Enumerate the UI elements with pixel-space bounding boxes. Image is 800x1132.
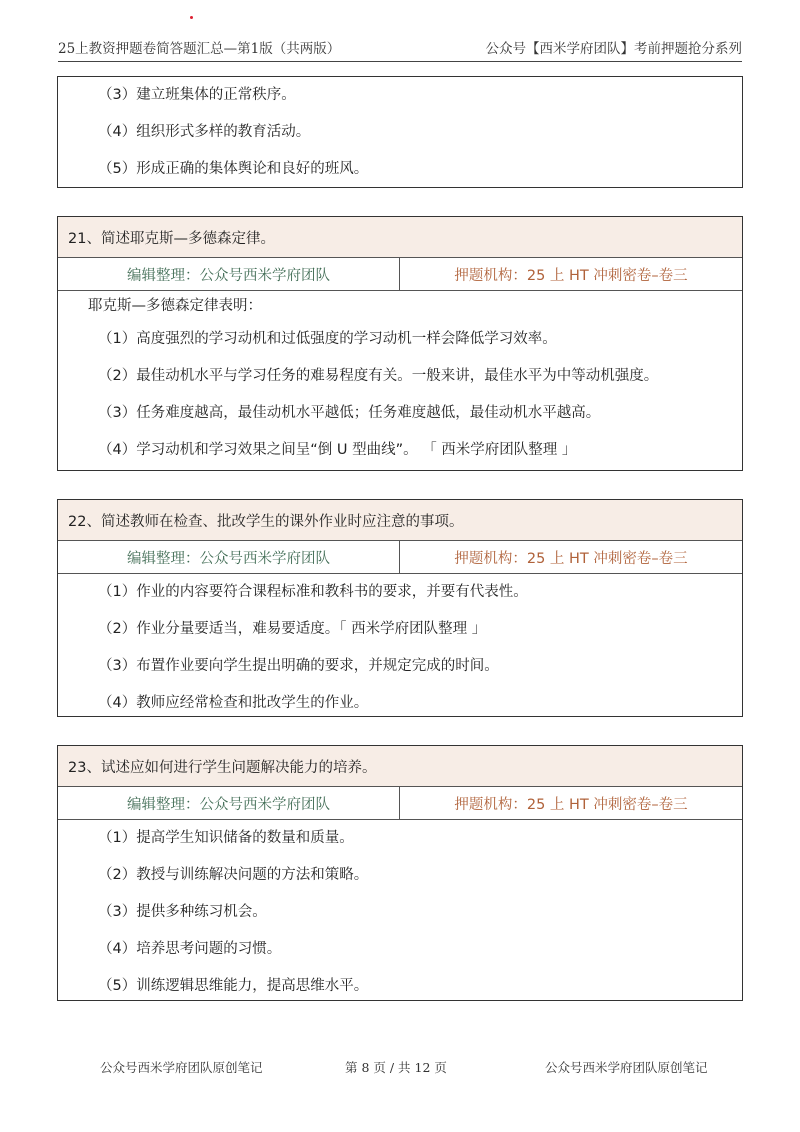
- page-number: 第 8 页 / 共 12 页: [345, 1060, 447, 1075]
- answer-line: （1）高度强烈的学习动机和过低强度的学习动机一样会降低学习效率。: [98, 331, 557, 347]
- footer-right: 公众号西米学府团队原创笔记: [545, 1060, 708, 1075]
- footer-left: 公众号西米学府团队原创笔记: [100, 1060, 263, 1075]
- page-footer: [0, 1058, 800, 1078]
- answer-line: （4）学习动机和学习效果之间呈“倒 U 型曲线”。 「 西米学府团队整理 」: [98, 442, 577, 458]
- continuation-box: [57, 76, 743, 188]
- answer-line: （3）布置作业要向学生提出明确的要求，并规定完成的时间。: [98, 658, 499, 674]
- answer-line: （1）提高学生知识储备的数量和质量。: [98, 830, 354, 846]
- header-right: 公众号【西米学府团队】考前押题抢分系列: [485, 41, 742, 57]
- question-meta: [58, 258, 742, 291]
- question-meta: [58, 787, 742, 820]
- answer-line: （4）组织形式多样的教育活动。: [98, 124, 311, 140]
- red-mark: [190, 16, 193, 19]
- question-title: 22、简述教师在检查、批改学生的课外作业时应注意的事项。: [58, 500, 742, 541]
- answer-line: （2）最佳动机水平与学习任务的难易程度有关。一般来讲，最佳水平为中等动机强度。: [98, 368, 659, 384]
- answer-line: （4）培养思考问题的习惯。: [98, 941, 282, 957]
- answer-line: （1）作业的内容要符合课程标准和教科书的要求，并要有代表性。: [98, 584, 528, 600]
- header-left: 25上教资押题卷简答题汇总—第1版（共两版）: [58, 41, 341, 57]
- question-box-23: [57, 745, 743, 1001]
- question-title: 21、简述耶克斯—多德森定律。: [58, 217, 742, 258]
- page-header: [58, 36, 742, 62]
- editor-credit: 编辑整理：公众号西米学府团队: [58, 787, 400, 819]
- editor-credit: 编辑整理：公众号西米学府团队: [58, 541, 400, 573]
- exam-source: 押题机构：25 上 HT 冲刺密卷–卷三: [454, 267, 688, 284]
- question-box-21: [57, 216, 743, 471]
- answer-line: （3）提供多种练习机会。: [98, 904, 267, 920]
- question-box-22: [57, 499, 743, 717]
- answer-line: （2）作业分量要适当，难易要适度。「 西米学府团队整理 」: [98, 621, 487, 637]
- exam-source: 押题机构：25 上 HT 冲刺密卷–卷三: [454, 796, 688, 813]
- exam-source: 押题机构：25 上 HT 冲刺密卷–卷三: [454, 550, 688, 567]
- answer-line: （2）教授与训练解决问题的方法和策略。: [98, 867, 369, 883]
- question-meta: [58, 541, 742, 574]
- answer-line: （3）任务难度越高，最佳动机水平越低；任务难度越低，最佳动机水平越高。: [98, 405, 601, 421]
- answer-line: （3）建立班集体的正常秩序。: [98, 87, 296, 103]
- question-title: 23、试述应如何进行学生问题解决能力的培养。: [58, 746, 742, 787]
- answer-line: （5）形成正确的集体舆论和良好的班风。: [98, 161, 369, 177]
- answer-line: （5）训练逻辑思维能力，提高思维水平。: [98, 978, 369, 994]
- editor-credit: 编辑整理：公众号西米学府团队: [58, 258, 400, 290]
- answer-line: （4）教师应经常检查和批改学生的作业。: [98, 695, 369, 711]
- answer-intro: 耶克斯—多德森定律表明：: [88, 298, 262, 314]
